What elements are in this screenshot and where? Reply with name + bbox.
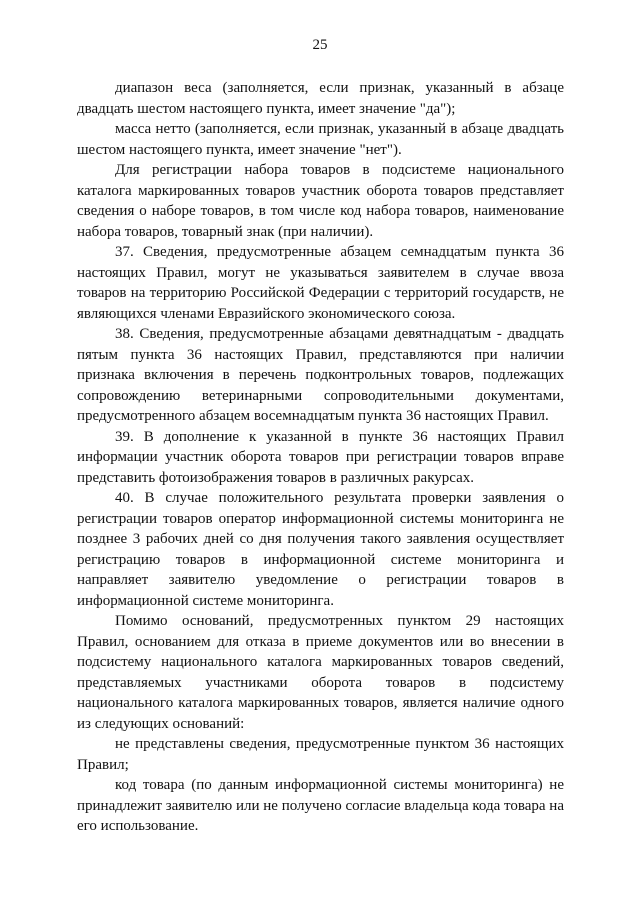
paragraph-goods-set-registration: Для регистрации набора товаров в подсистеме национального каталога маркированных товаров участник оборота товаров представляет сведения о наборе товаров, в том числе код набора товаров, наименование набора товаров, товарный знак (при наличии). — [77, 162, 564, 240]
paragraph-ground-info-missing: не представлены сведения, предусмотренные пунктом 36 настоящих Правил; — [77, 736, 564, 773]
paragraph-clause-37: 37. Сведения, предусмотренные абзацем семнадцатым пункта 36 настоящих Правил, могут не указываться заявителем в случае ввоза товаров на территорию Российской Федерации с территорий государств, не являющихся членами Евразийского экономического союза. — [77, 244, 564, 322]
paragraph-net-mass: масса нетто (заполняется, если признак, указанный в абзаце двадцать шестом настоящего пункта, имеет значение "нет"). — [77, 121, 564, 158]
paragraph-clause-40: 40. В случае положительного результата проверки заявления о регистрации товаров оператор информационной системы мониторинга не позднее 3 рабочих дней со дня получения такого заявления осуществляет регистрацию товаров в информационной системе мониторинга и направляет заявителю уведомление о регистрации товаров в информационной системе мониторинга. — [77, 490, 564, 609]
paragraph-refusal-grounds: Помимо оснований, предусмотренных пунктом 29 настоящих Правил, основанием для отказа в приеме документов или во внесении в подсистему национального каталога маркированных товаров сведений, представляемых участниками оборота товаров в подсистему национального каталога маркированных товаров, является наличие одного из следующих оснований: — [77, 613, 564, 732]
paragraph-clause-39: 39. В дополнение к указанной в пункте 36 настоящих Правил информации участник оборота товаров при регистрации товаров вправе представить фотоизображения товаров в различных ракурсах. — [77, 428, 564, 486]
page-number: 25 — [312, 37, 328, 53]
paragraph-clause-38: 38. Сведения, предусмотренные абзацами девятнадцатым - двадцать пятым пункта 36 настоящих Правил, представляются при наличии признака включения в перечень подконтрольных товаров, подлежащих сопровождению ветеринарными сопроводительными документами, предусмотренного абзацем восемнадцатым пункта 36 настоящих Правил. — [77, 326, 564, 424]
document-body — [77, 78, 564, 837]
paragraph-weight-range: диапазон веса (заполняется, если признак, указанный в абзаце двадцать шестом настоящего пункта, имеет значение "да"); — [77, 80, 564, 117]
paragraph-ground-code-ownership: код товара (по данным информационной системы мониторинга) не принадлежит заявителю или не получено согласие владельца кода товара на его использование. — [77, 777, 564, 834]
